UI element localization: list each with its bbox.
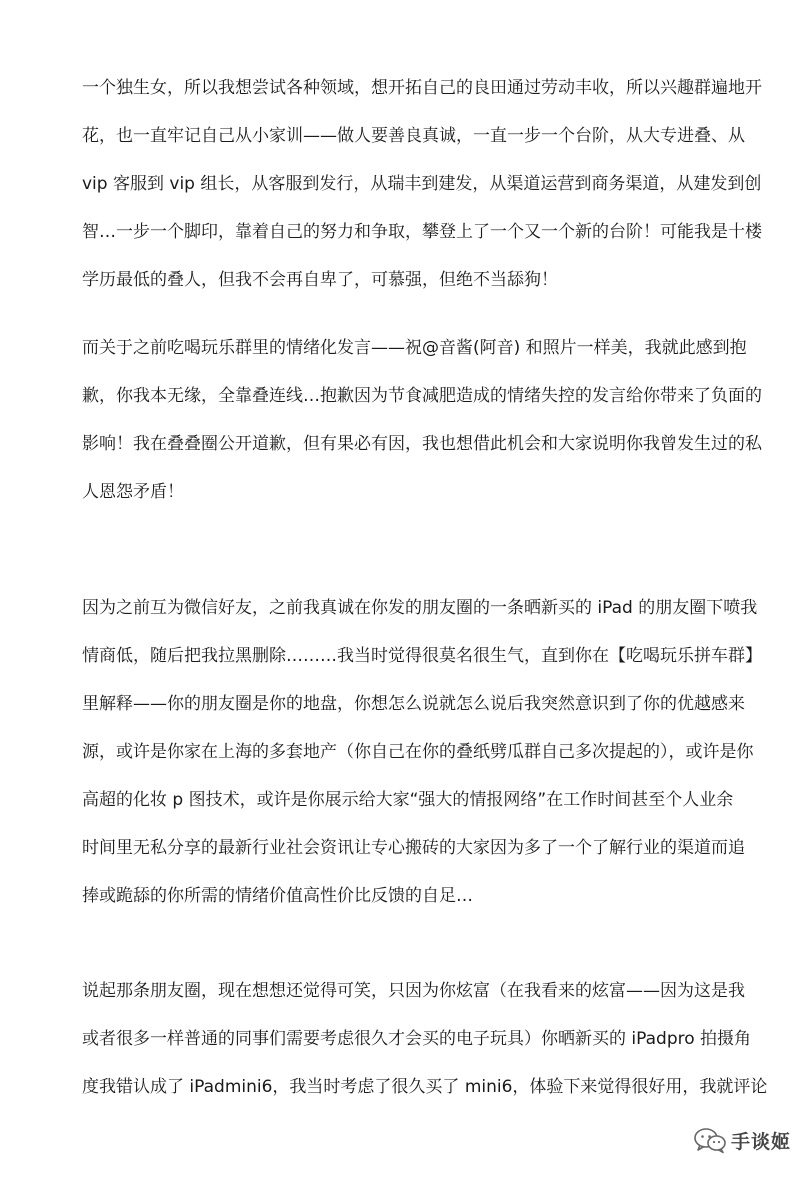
text-line: 或者很多一样普通的同事们需要考虑很久才会买的电子玩具）你晒新买的 iPadpro 拍摄角 [82,1029,752,1049]
text-line: 学历最低的叠人，但我不会再自卑了，可慕强，但绝不当舔狗！ [82,270,558,290]
text-line: 高超的化妆 p 图技术，或许是你展示给大家“强大的情报网络”在工作时间甚至个人业余 [82,790,734,810]
text-line: 时间里无私分享的最新行业社会资讯让专心搬砖的大家因为多了一个了解行业的渠道而追 [82,838,745,858]
text-line: 源，或许是你家在上海的多套地产（你自己在你的叠纸劈瓜群自己多次提起的），或许是你 [82,742,754,762]
text-line: vip 客服到 vip 组长，从客服到发行，从瑞丰到建发，从渠道运营到商务渠道，从建发到创 [82,174,762,194]
text-line: 捧或跪舔的你所需的情绪价值高性价比反馈的自足… [82,886,473,906]
text-line: 花，也一直牢记自己从小家训——做人要善良真诚，一直一步一个台阶，从大专进叠、从 [82,126,745,146]
text-line: 度我错认成了 iPadmini6，我当时考虑了很久买了 mini6，体验下来觉得很好用，我就评论 [82,1077,768,1097]
paragraph-1 [82,64,762,304]
watermark [693,1120,791,1160]
text-line: 情商低，随后把我拉黑删除………我当时觉得很莫名很生气，直到你在【吃喝玩乐拼车群】 [82,646,762,666]
wechat-icon [693,1126,727,1154]
text-line: 说起那条朋友圈，现在想想还觉得可笑，只因为你炫富（在我看来的炫富——因为这是我 [82,981,745,1001]
text-line: 歉，你我本无缘，全靠叠连线…抱歉因为节食减肥造成的情绪失控的发言给你带来了负面的 [82,386,762,406]
text-line: 而关于之前吃喝玩乐群里的情绪化发言——祝@音酱(阿音) 和照片一样美，我就此感到抱 [82,338,747,358]
paragraph-3 [82,584,762,920]
watermark-text: 手谈姬 [731,1130,792,1153]
text-line: 影响！我在叠叠圈公开道歉，但有果必有因，我也想借此机会和大家说明你我曾发生过的私 [82,434,762,454]
text-line: 一个独生女，所以我想尝试各种领域，想开拓自己的良田通过劳动丰收，所以兴趣群遍地开 [82,78,762,98]
text-line: 人恩怨矛盾！ [82,482,184,502]
paragraph-4 [82,967,768,1111]
paragraph-2 [82,324,762,516]
text-line: 智…一步一个脚印，靠着自己的努力和争取，攀登上了一个又一个新的台阶！可能我是十楼 [82,222,762,242]
text-line: 因为之前互为微信好友，之前我真诚在你发的朋友圈的一条晒新买的 iPad 的朋友圈下喷我 [82,598,758,618]
text-line: 里解释——你的朋友圈是你的地盘，你想怎么说就怎么说后我突然意识到了你的优越感来 [82,694,745,714]
